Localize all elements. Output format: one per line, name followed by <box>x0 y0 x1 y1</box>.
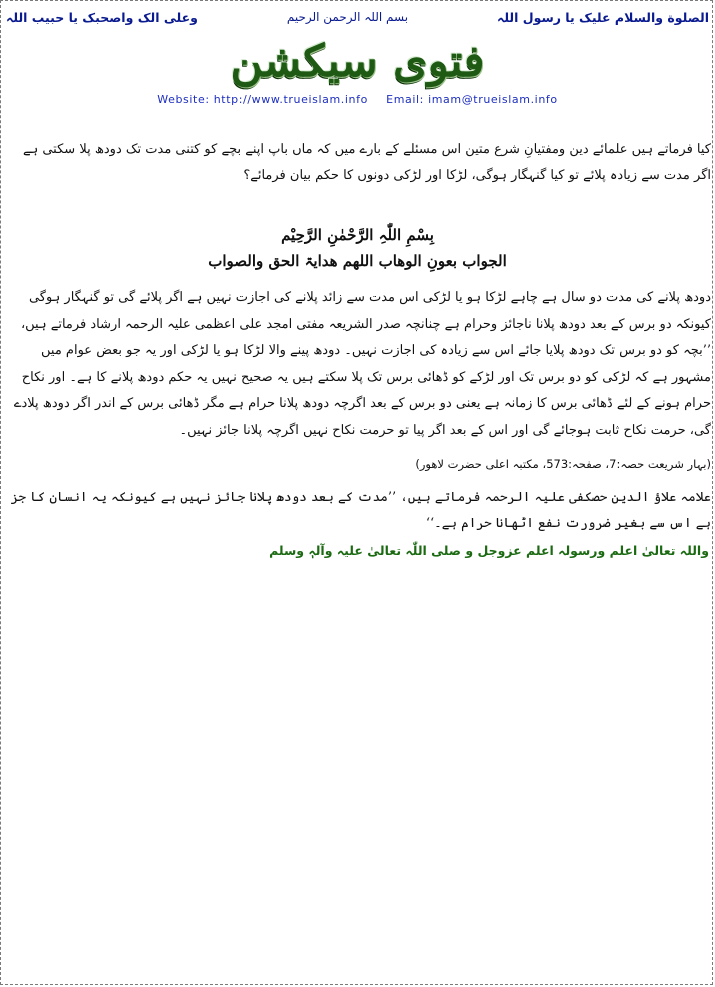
top-header-row <box>6 6 709 28</box>
fatwa-section-logo: فتوی سیکشن <box>230 36 485 87</box>
website-label: Website: <box>157 93 210 106</box>
email-label: Email: <box>386 93 424 106</box>
quote-paragraph: علامہ علاؤ الدین حصکفی علیہ الرحمہ فرماتے ہیں، ’’مدت کے بعد دودھ پلانا جائز نہیں ہے کیونکہ یہ انسان کا جز ہے اس سے بغیر ضرورت نفع اٹھانا حرام ہے۔‘‘ <box>10 490 711 531</box>
website-link[interactable]: http://www.trueislam.info <box>213 93 368 106</box>
answer-bismillah: بِسْمِ اللّٰہِ الرَّحْمٰنِ الرَّحِیْم <box>281 226 434 244</box>
salutation-right: الصلوة والسلام علیک یا رسول اللہ <box>497 9 709 25</box>
answer-heading: الجواب بعونِ الوھاب اللھم ھدایۃ الحق والصواب <box>208 252 507 270</box>
salutation-left: وعلی الک واصحبک یا حبیب اللہ <box>6 9 198 25</box>
email-link[interactable]: imam@trueislam.info <box>428 93 558 106</box>
closing-line: واللہ تعالیٰ اعلم ورسولہ اعلم عزوجل و صلی اللّٰہ تعالیٰ علیہ وآلہٖ وسلم <box>269 543 709 558</box>
reference-citation: (بہار شریعت حصہ:7، صفحہ:573، مکتبہ اعلی حضرت لاھور) <box>415 457 711 471</box>
answer-paragraph: دودھ پلانے کی مدت دو سال ہے چاہے لڑکا ہو یا لڑکی اس مدت سے زائد پلانے کی اجازت نہیں ہے اگر پلائے گی تو گنہگار ہوگی کیونکہ دو برس کے بعد دودھ پلانا ناجائز وحرام ہے چنانچہ صدر الشریعہ مفتی امجد علی اعظمی علیہ الرحمہ ارشاد فرماتے ہیں، ’’بچہ کو دو برس تک دودھ پلایا جائے اس سے زیادہ کی اجازت نہیں۔ دودھ پینے والا لڑکا ہو یا لڑکی اور یہ جو بعض عوام میں مشہور ہے کہ لڑکی کو دو برس تک اور لڑکے کو ڈھائی برس تک پلا سکتے ہیں یہ صحیح نہیں یہ حکم دودھ پلانے کا ہے۔ اور نکاح حرام ہونے کے لئے ڈھائی برس کا زمانہ ہے یعنی دو برس کے بعد اگرچہ دودھ پلانا حرام ہے مگر ڈھائی برس کے اندر اگر دودھ پلادے گی، حرمت نکاح ثابت ہوجائے گی اور اس کے بعد اگر پیا تو حرمت نکاح نہیں اگرچہ پلانا جائز نہیں۔ <box>13 290 711 438</box>
question-paragraph: کیا فرماتے ہیں علمائے دین ومفتیانِ شرع متین اس مسئلے کے بارے میں کہ ماں باپ اپنے بچے کو کتنی مدت تک دودھ پلا سکتی ہے اگر مدت سے زیادہ پلائے تو کیا گنہگار ہوگی، لڑکا اور لڑکی دونوں کا حکم بیان فرمائے؟ <box>22 142 711 183</box>
header-bismillah: بسم اللہ الرحمن الرحیم <box>286 10 409 24</box>
contact-line <box>0 93 715 106</box>
